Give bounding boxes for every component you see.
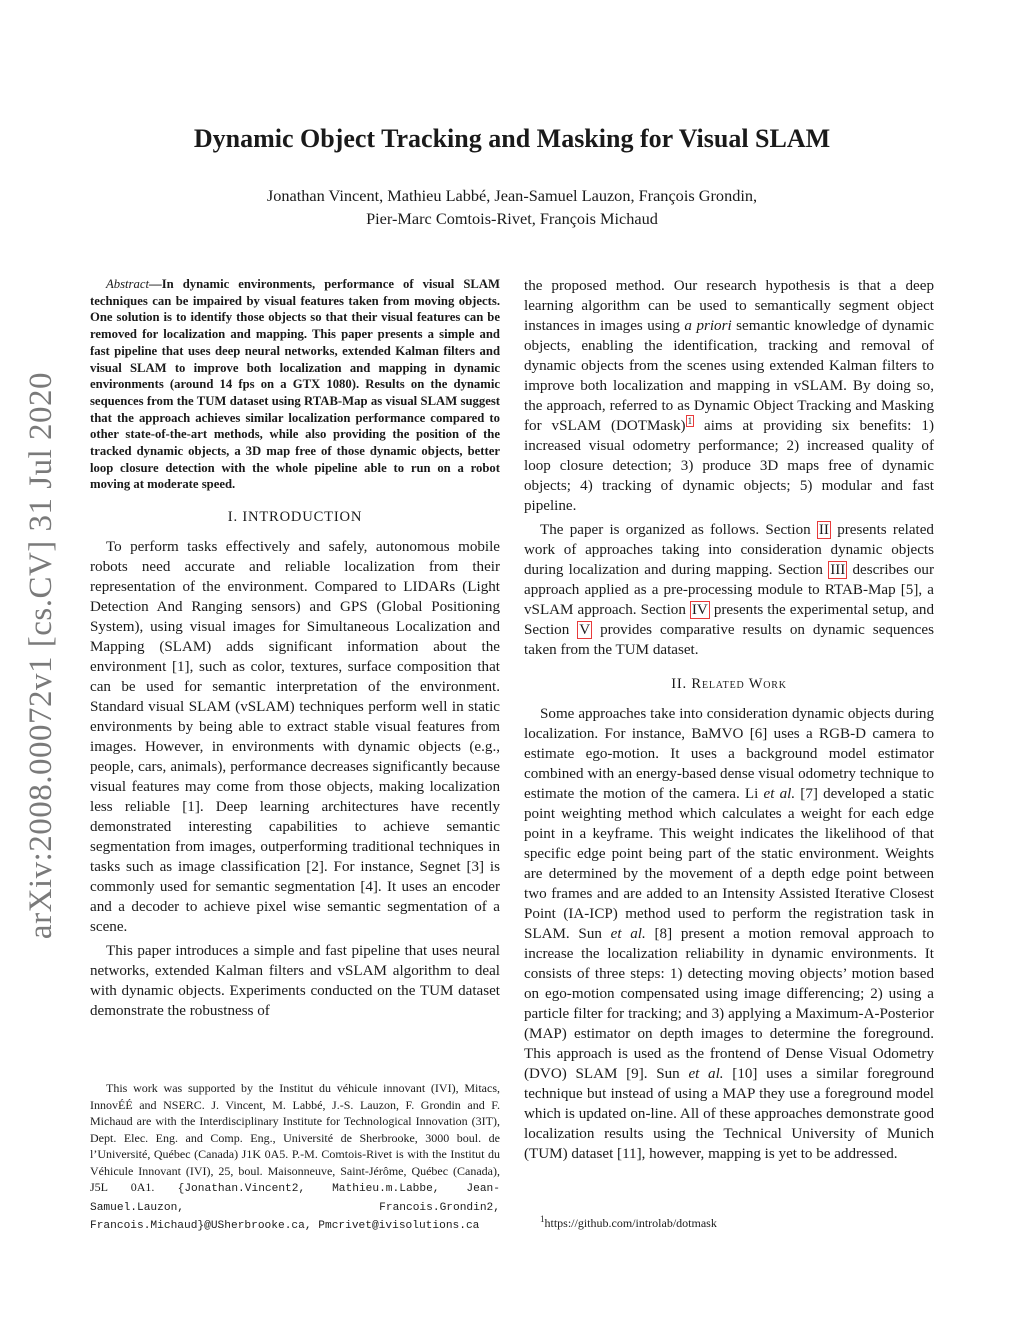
right-p1-apriori: a priori (684, 318, 732, 334)
right-p3-a: Some approaches take into consideration dynamic objects during localization. For instance, BaMVO [6] uses a RGB-D camera to estimate ego-motion. It uses a background model estimator combined with an energy-based dense visual odometry technique to estimate the motion of the camera. Li (524, 706, 934, 802)
section-heading-introduction: I. INTRODUCTION (227, 509, 363, 526)
footnote-url (540, 1214, 717, 1231)
section-link-ii[interactable]: II (818, 522, 829, 538)
right-p3-c: [8] present a motion removal approach to increase the localization reliability in dynamic environments. It consists of three steps: 1) detecting moving objects’ motion based on ego-motion compensated using image differencing; 2) using a particle filter for tracking; and 3) applying a Maximum-A-Posterior (MAP) estimator on depth images to determine the foreground. This approach is used as the frontend of Dense Visual Odometry (DVO) SLAM [9]. Sun (524, 926, 934, 1082)
footnote-url-mark: 1 (540, 1214, 545, 1224)
right-column (524, 276, 934, 1164)
footnote-emails: {Jonathan.Vincent2, Mathieu.m.Labbe, Jean-Samuel.Lauzon, Francois.Grondin2, Francois.Michaud}@USherbrooke.ca, Pmcrivet@ivisolutions.ca (90, 1183, 500, 1232)
section-heading-related-work: II. Related Work (671, 676, 787, 692)
right-p3-etal-2: et al. (610, 926, 646, 942)
right-paragraph-1 (524, 276, 934, 516)
footnote-affiliations (90, 1080, 500, 1235)
right-p1-c: aims at providing six benefits: 1) increased visual odometry performance; 2) increased quality of loop closure detection; 3) produce 3D maps free of dynamic objects; 4) tracking of dynamic objects; 5) modular and fast pipeline. (524, 418, 934, 514)
right-p2-e: provides comparative results on dynamic sequences taken from the TUM dataset. (524, 622, 934, 658)
footnote-link-1[interactable]: 1 (687, 415, 693, 426)
right-p2-b: presents related work of approaches taking into consideration dynamic objects during localization and during mapping. Section (524, 522, 934, 578)
right-p2-a: The paper is organized as follows. Section (540, 522, 817, 538)
abstract-dash: — (149, 277, 162, 291)
right-paragraph-3 (524, 704, 934, 1164)
right-p1-b: semantic knowledge of dynamic objects, enabling the identification, tracking and removal of dynamic objects from the scenes using extended Kalman filters to improve both localization and mapping in vSLAM. By doing so, the approach, referred to as Dynamic Object Tracking and Masking for vSLAM (DOTMask) (524, 318, 934, 434)
left-column (90, 276, 500, 1021)
abstract-text: In dynamic environments, performance of visual SLAM techniques can be impaired by visual features taken from moving objects. One solution is to identify those objects so that their visual features can be removed for localization and mapping. This paper presents a simple and fast pipeline that uses deep neural networks, extended Kalman filters and visual SLAM to improve both localization and mapping in dynamic environments (around 14 fps on a GTX 1080). Results on the dynamic sequences from the TUM dataset using RTAB-Map as visual SLAM suggest that the approach achieves similar localization performance compared to other state-of-the-art methods, while also providing the position of the tracked dynamic objects, a 3D map free of those dynamic objects, better loop closure detection with the whole pipeline able to run on a robot moving at moderate speed. (90, 277, 500, 492)
intro-paragraph-1: To perform tasks effectively and safely, autonomous mobile robots need accurate and reliable localization from their representation of the environment. Compared to LIDARs (Light Detection And Ranging sensors) and GPS (Global Positioning System), using visual images for Simultaneous Localization and Mapping (SLAM) adds significant information about the environment [1], such as color, textures, surface composition that can be used for semantic interpretation of the environment. Standard visual SLAM (vSLAM) techniques perform well in static environments by being able to extract stable visual features from images. However, in environments with dynamic objects (e.g., people, cars, animals), performance decreases significantly because visual features may come from those objects, making localization less reliable [1]. Deep learning architectures have recently demonstrated interesting capabilities to achieve semantic segmentation from images, outperforming traditional techniques in tasks such as image classification [2]. For instance, Segnet [3] is commonly used for semantic segmentation [4]. It uses an encoder and a decoder to achieve pixel wise semantic segmentation of a scene. (90, 539, 500, 936)
authors-line-1: Jonathan Vincent, Mathieu Labbé, Jean-Samuel Lauzon, François Grondin, (266, 186, 758, 205)
right-p2-d: presents the experimental setup, and Section (524, 602, 934, 638)
intro-paragraph-2: This paper introduces a simple and fast pipeline that uses neural networks, extended Kalman filters and vSLAM algorithm to deal with dynamic objects. Experiments conducted on the TUM dataset demonstrate the robustness of (90, 943, 500, 1020)
right-paragraph-2 (524, 520, 934, 660)
footnote-url-link[interactable]: https://github.com/introlab/dotmask (544, 1216, 717, 1230)
section-link-iii[interactable]: III (830, 562, 846, 578)
section-link-v[interactable]: V (579, 622, 591, 638)
right-p2-c: describes our approach applied as a pre-processing module to RTAB-Map [5], a vSLAM approach. Section (524, 562, 934, 618)
footnote-affiliations-text: This work was supported by the Institut du véhicule innovant (IVI), Mitacs, InnovÉÉ and NSERC. J. Vincent, M. Labbé, J.-S. Lauzon, F. Grondin and F. Michaud are with the Interdisciplinary Institute for Technological Innovation (3IT), Dept. Elec. Eng. and Comp. Eng., Université de Sherbrooke, 3000 boul. de l’Université, Québec (Canada) J1K 0A5. P.-M. Comtois-Rivet is with the Institut du Véhicule Innovant (IVI), 25, boul. Maisonneuve, Saint-Jérôme, Québec (Canada), J5L 0A1. (90, 1081, 500, 1194)
right-p3-etal-3: et al. (688, 1066, 724, 1082)
paper-title: Dynamic Object Tracking and Masking for Visual SLAM (193, 124, 831, 153)
right-p3-d: [10] uses a similar foreground technique but instead of using a MAP they use a foreground model which is updated on-line. All of these approaches demonstrate good localization results using the Technical University of Munich (TUM) dataset [11], however, mapping is yet to be addressed. (524, 1066, 934, 1162)
abstract (90, 276, 500, 493)
arxiv-stamp (22, 365, 62, 945)
arxiv-stamp-text: arXiv:2008.00072v1 [cs.CV] 31 Jul 2020 (23, 371, 60, 939)
right-p3-b: [7] developed a static point weighting method which calculates a weight for each edge point in a keyframe. This weight indicates the likelihood of that specific edge point being part of the static environment. Weights are determined by the movement of a depth edge point between two frames and are added to an Intensity Assisted Iterative Closest Point (IA-ICP) method used to perform the registration task in SLAM. Sun (524, 786, 934, 942)
abstract-lead: Abstract (106, 277, 149, 291)
right-p1-a: the proposed method. Our research hypothesis is that a deep learning algorithm can be used to semantically segment object instances in images using (524, 278, 934, 334)
author-list (0, 184, 1024, 230)
right-p3-etal-1: et al. (763, 786, 796, 802)
authors-line-2: Pier-Marc Comtois-Rivet, François Michaud (366, 209, 658, 228)
section-link-iv[interactable]: IV (691, 602, 708, 618)
